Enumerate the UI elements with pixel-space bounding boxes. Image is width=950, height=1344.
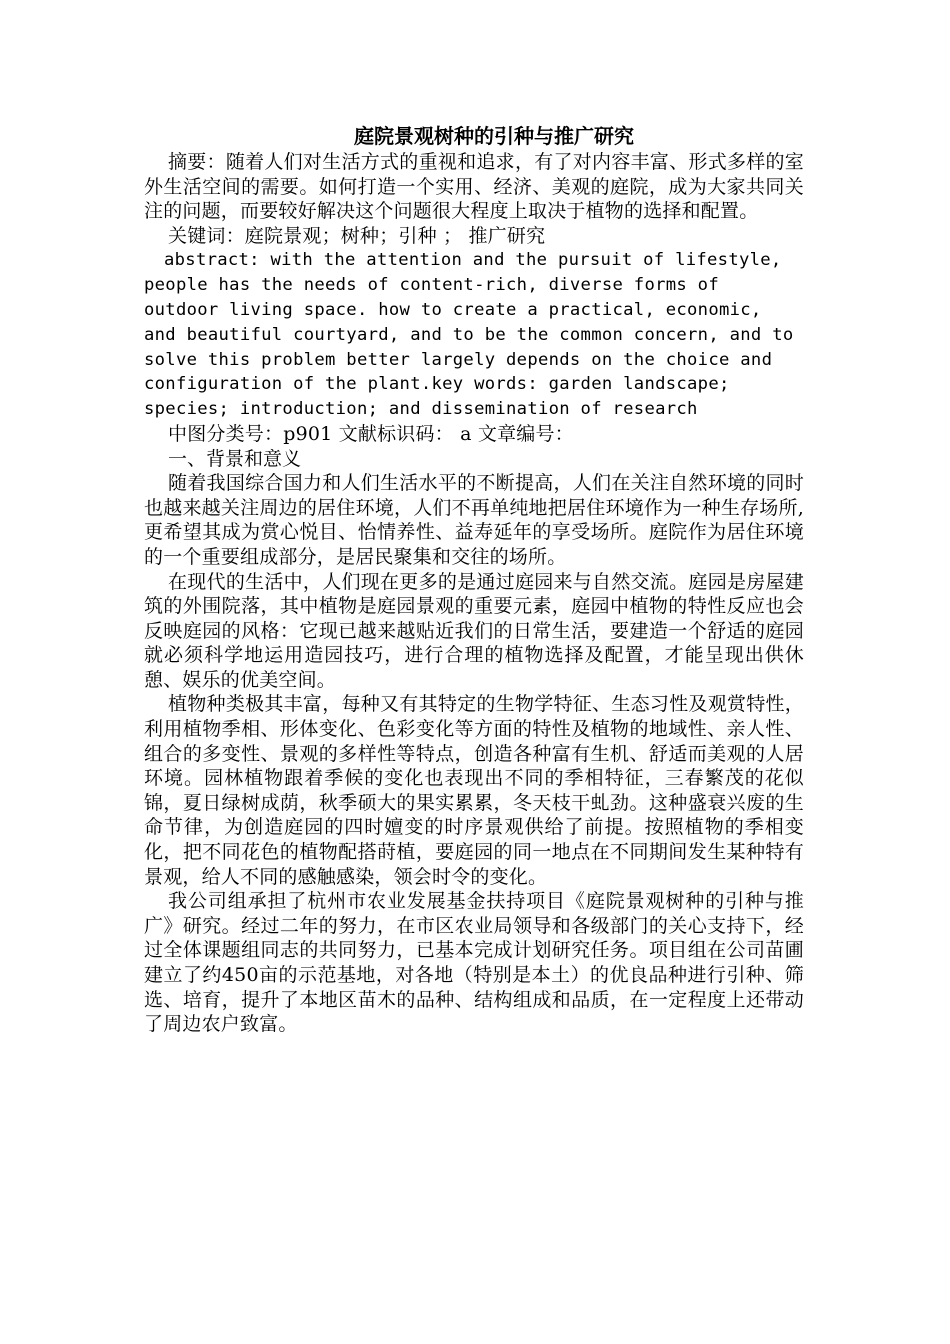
abstract-english: abstract: with the attention and the pursuit of lifestyle, people has the needs of content-rich, diverse forms of outdoor living space. how to create a practical, economic, and beautiful courtyard, and to be the common concern, and to solve this problem better largely depends on the choice and configuration of the plant.key words: garden landscape; species; introduction; and dissemination of research (144, 250, 794, 420)
document-title: 庭院景观树种的引种与推广研究 (354, 124, 634, 148)
section-heading: 一、背景和意义 (168, 447, 302, 470)
body-paragraph-3: 植物种类极其丰富，每种又有其特定的生物学特征、生态习性及观赏特性，利用植物季相、形体变化、色彩变化等方面的特性及植物的地域性、亲人性、组合的多变性、景观的多样性等特点，创造各种富有生机、舒适而美观的人居环境。园林植物跟着季候的变化也表现出不同的季相特征，三春繁茂的花似锦，夏日绿树成荫，秋季硕大的果实累累，冬天枝干虬劲。这种盛衰兴废的生命节律，为创造庭园的四时嬗变的时序景观供给了前提。按照植物的季相变化，把不同花色的植物配搭莳植，要庭园的同一地点在不同期间发生某种特有景观，给人不同的感触感染，领会时令的变化。 (144, 693, 804, 888)
body-paragraph-4: 我公司组承担了杭州市农业发展基金扶持项目《庭院景观树种的引种与推广》研究。经过二年的努力，在市区农业局领导和各级部门的关心支持下，经过全体课题组同志的共同努力，已基本完成计划研究任务。项目组在公司苗圃建立了约450亩的示范基地，对各地（特别是本土）的优良品种进行引种、筛选、培育，提升了本地区苗木的品种、结构组成和品质，在一定程度上还带动了周边农户致富。 (144, 890, 804, 1036)
classification-line: 中图分类号：p901 文献标识码： a 文章编号： (168, 422, 574, 445)
document-page (144, 122, 804, 1037)
keywords-chinese: 关键词：庭院景观；树种；引种 ； 推广研究 (168, 224, 546, 247)
abstract-chinese: 摘要：随着人们对生活方式的重视和追求，有了对内容丰富、形式多样的室外生活空间的需要。如何打造一个实用、经济、美观的庭院，成为大家共同关注的问题，而要较好解决这个问题很大程度上取决于植物的选择和配置。 (144, 151, 804, 223)
body-paragraph-2: 在现代的生活中，人们现在更多的是通过庭园来与自然交流。庭园是房屋建筑的外围院落，其中植物是庭园景观的重要元素，庭园中植物的特性反应也会反映庭园的风格：它现已越来越贴近我们的日常生活，要建造一个舒适的庭园就必须科学地运用造园技巧，进行合理的植物选择及配置，才能呈现出供休憩、娱乐的优美空间。 (144, 570, 804, 691)
body-paragraph-1: 随着我国综合国力和人们生活水平的不断提高，人们在关注自然环境的同时也越来越关注周边的居住环境，人们不再单纯地把居住环境作为一种生存场所,更希望其成为赏心悦目、怡情养性、益寿延年的享受场所。庭院作为居住环境的一个重要组成部分，是居民聚集和交往的场所。 (144, 472, 804, 568)
